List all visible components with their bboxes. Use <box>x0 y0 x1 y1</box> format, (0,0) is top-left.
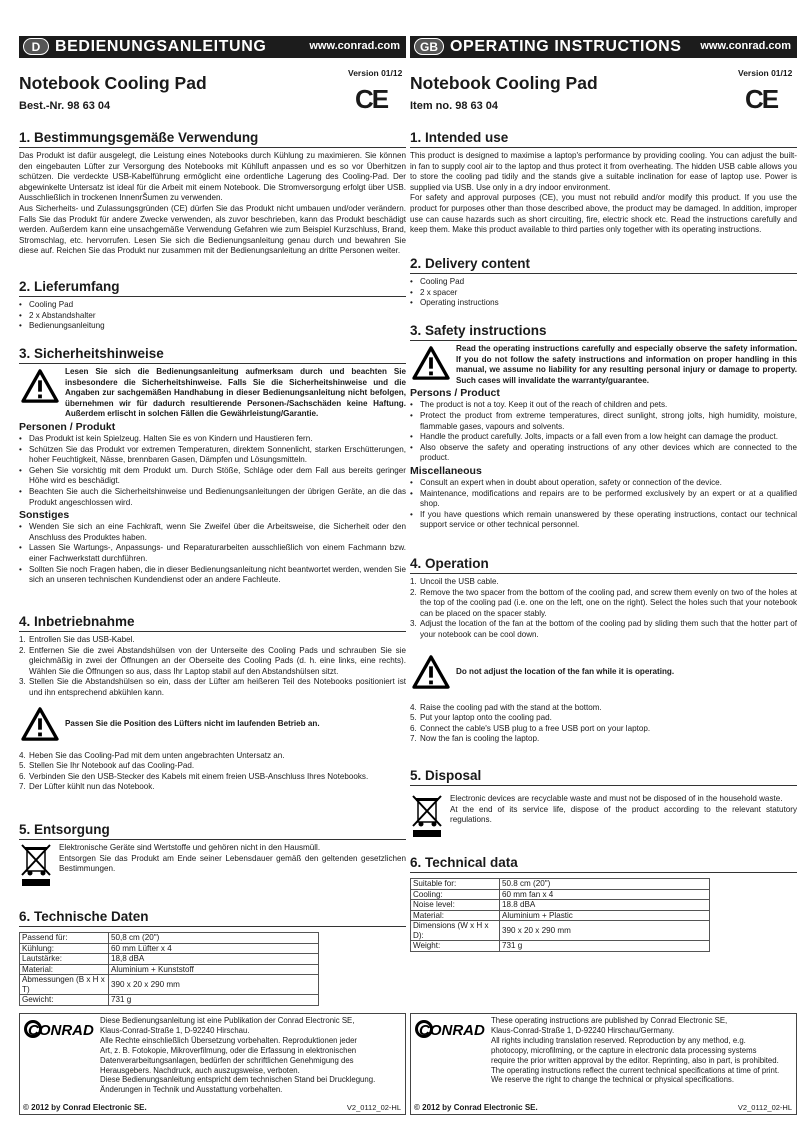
warning-text: Read the operating instructions carefully and especially observe the safety information. If you do not follow the safety instructions and information on proper handling in this manual, we assume no liability for any resulting personal injury or damage to property. Such cases will invalidate the warranty/guarantee. <box>456 344 797 385</box>
section-heading: 4. Operation <box>410 556 797 574</box>
section-delivery <box>410 256 797 309</box>
warning-box <box>410 655 797 689</box>
list-item: • Maintenance, modifications and repairs are to be performed exclusively by an expert or at a qualified shop. <box>420 489 797 510</box>
section-heading: 3. Safety instructions <box>410 323 797 341</box>
section-disposal <box>19 822 406 887</box>
table-key: Material: <box>411 910 500 921</box>
table-key: Gewicht: <box>20 995 109 1006</box>
step-number: 5. <box>19 761 26 771</box>
footer-en <box>410 1013 797 1115</box>
table-row <box>20 995 319 1006</box>
list-item <box>410 713 797 724</box>
paragraph: This product is designed to maximise a laptop's performance by providing cooling. You can adjust the built-in fan to supply cool air to the laptop and thus protect it from overheating. The hidden USB cable allows you to store the cooling pad tidily and the stands give a suitable inclination for ease of laptop use. Power is supplied via USB. Use only in a dry indoor environment. <box>410 151 797 192</box>
footer-text <box>100 1016 402 1095</box>
step-number: 5. <box>410 713 417 723</box>
logo-text: CONRAD <box>28 1022 94 1038</box>
section-heading: 1. Bestimmungsgemäße Verwendung <box>19 130 406 148</box>
list-item: • Also observe the safety and operating instructions of any other devices which are connected to the product. <box>420 443 797 464</box>
language-badge: GB <box>414 38 444 55</box>
table-row <box>411 921 710 941</box>
table-row <box>411 900 710 911</box>
section-heading: 2. Delivery content <box>410 256 797 274</box>
banner-url: www.conrad.com <box>309 40 400 52</box>
table-value: 390 x 20 x 290 mm <box>109 975 319 995</box>
list-item: • 2 x spacer <box>420 288 797 299</box>
step-number: 1. <box>19 635 26 644</box>
step-number: 1. <box>410 577 417 586</box>
section-heading: 6. Technical data <box>410 855 797 873</box>
list-item: • Das Produkt ist kein Spielzeug. Halten Sie es von Kindern und Haustieren fern. <box>29 434 406 445</box>
footer-line: Klaus-Conrad-Straße 1, D-92240 Hirschau. <box>100 1025 250 1035</box>
logo-text: CONRAD <box>419 1022 485 1038</box>
list-item <box>410 734 797 745</box>
step-text: Entrollen Sie das USB-Kabel. <box>29 635 135 644</box>
step-text: Remove the two spacer from the bottom of the cooling pad, and screw them evenly on two of the holes at the top of the cooling pad (i.e. one on the left, one on the right). Select the holes such that your notebook can be placed on the spacer stably. <box>420 587 797 618</box>
warning-text: Lesen Sie sich die Bedienungsanleitung aufmerksam durch und beachten Sie insbesondere die Sicherheitshinweise. Falls Sie die Sicherheitshinweise und die Angaben zur sachgemäßen Handhabung in dieser Bedienungsanleitung nicht befolgen, übernehmen wir für dadurch resultierende Personen-/Sachschäden keine Haftung. Außerdem erlischt in solchen Fällen die Gewährleistung/Garantie. <box>65 367 406 419</box>
list-item <box>19 761 406 772</box>
step-text: Der Lüfter kühlt nun das Notebook. <box>29 782 155 792</box>
crossed-bin-icon <box>410 794 444 838</box>
table-row <box>20 943 319 954</box>
footer-de <box>19 1013 406 1115</box>
list-item <box>19 635 406 646</box>
list-item: • Wenden Sie sich an eine Fachkraft, wenn Sie Zweifel über die Arbeitsweise, die Sicherheit oder den Anschluss des Produktes haben. <box>29 522 406 543</box>
list-item <box>410 587 797 620</box>
paragraph: At the end of its service life, dispose of the product according to the relevant statutory regulations. <box>450 804 797 825</box>
document-title: Notebook Cooling Pad <box>19 73 207 93</box>
list-item: • 2 x Abstandshalter <box>29 311 406 322</box>
banner-title: BEDIENUNGSANLEITUNG <box>55 38 267 55</box>
table-key: Dimensions (W x H x D): <box>411 921 500 941</box>
section-technical-data <box>410 855 797 952</box>
step-number: 3. <box>410 619 417 629</box>
section-intended-use <box>19 130 406 257</box>
ce-mark: CE <box>355 84 388 114</box>
section-heading: 3. Sicherheitshinweise <box>19 346 406 364</box>
version-code: V2_0112_02-HL <box>346 1103 401 1112</box>
banner-de <box>19 36 406 58</box>
step-text: Stellen Sie Ihr Notebook auf das Cooling-Pad. <box>29 761 195 771</box>
subheading: Persons / Product <box>410 387 500 400</box>
warning-text: Passen Sie die Position des Lüfters nicht im laufenden Betrieb an. <box>65 718 320 728</box>
footer-line: Änderungen in Technik und Ausstattung vorbehalten. <box>100 1085 283 1095</box>
table-key: Suitable for: <box>411 879 500 890</box>
section-heading: 6. Technische Daten <box>19 909 406 927</box>
section-operation <box>410 556 797 745</box>
table-key: Weight: <box>411 941 500 952</box>
paragraph: Entsorgen Sie das Produkt am Ende seiner Lebensdauer gemäß den geltenden gesetzlichen Bestimmungen. <box>59 853 406 874</box>
conrad-logo <box>24 1020 98 1038</box>
list-item: • Cooling Pad <box>29 300 406 311</box>
footer-line: require the prior written approval by the editor. Reprinting, also in part, is prohibited. <box>491 1055 779 1065</box>
banner-en <box>410 36 797 58</box>
language-badge: D <box>23 38 49 55</box>
warning-icon <box>21 707 59 741</box>
footer-line: These operating instructions are published by Conrad Electronic SE, <box>491 1016 728 1025</box>
table-value: 731 g <box>109 995 319 1006</box>
step-number: 7. <box>410 734 417 744</box>
footer-line: Klaus-Conrad-Straße 1, D-92240 Hirschau/Germany. <box>491 1025 675 1035</box>
step-number: 6. <box>19 771 26 781</box>
list-item <box>410 619 797 640</box>
step-text: Put your laptop onto the cooling pad. <box>420 713 552 723</box>
step-text: Heben Sie das Cooling-Pad mit dem unten angebrachten Untersatz an. <box>29 750 285 760</box>
document-title: Notebook Cooling Pad <box>410 73 598 93</box>
tech-table <box>19 932 319 1006</box>
table-value: 18.8 dBA <box>500 900 710 911</box>
table-key: Material: <box>20 964 109 975</box>
section-operation <box>19 614 406 793</box>
subheading: Miscellaneous <box>410 464 482 477</box>
warning-icon <box>21 369 59 403</box>
table-value: Aluminium + Plastic <box>500 910 710 921</box>
section-safety <box>19 346 406 586</box>
table-key: Passend für: <box>20 933 109 944</box>
section-heading: 5. Disposal <box>410 768 797 786</box>
step-text: Connect the cable's USB plug to a free USB port on your laptop. <box>420 723 651 733</box>
table-key: Kühlung: <box>20 943 109 954</box>
ce-mark: CE <box>745 84 778 114</box>
warning-icon <box>412 655 450 689</box>
step-number: 3. <box>19 677 26 687</box>
section-heading: 4. Inbetriebnahme <box>19 614 406 632</box>
subheading: Sonstiges <box>19 509 70 522</box>
list-item: • Sollten Sie noch Fragen haben, die in dieser Bedienungsanleitung nicht beantwortet werden, wenden Sie sich an unseren technischen Kundendienst oder an andere Fachleute. <box>29 565 406 586</box>
list-item: • If you have questions which remain unanswered by these operating instructions, contact our technical support service or other technical personnel. <box>420 510 797 531</box>
footer-line: All rights including translation reserved. Reproduction by any method, e.g. <box>491 1035 746 1045</box>
copyright: © 2012 by Conrad Electronic SE. <box>23 1103 147 1112</box>
disposal-box <box>19 843 406 887</box>
step-text: Raise the cooling pad with the stand at the bottom. <box>420 702 602 712</box>
footer-line: photocopy, microfilming, or the capture in electronic data processing systems <box>491 1045 757 1055</box>
step-number: 7. <box>19 782 26 792</box>
section-safety <box>410 323 797 531</box>
footer-line: Datenverarbeitungsanlagen, bedürfen der schriftlichen Genehmigung des <box>100 1055 354 1065</box>
table-row <box>411 889 710 900</box>
list-item: • Protect the product from extreme temperatures, direct sunlight, strong jolts, high humidity, moisture, flammable gases, vapours and solvents. <box>420 411 797 432</box>
list-item: • Beachten Sie auch die Sicherheitshinweise und Bedienungsanleitungen der übrigen Geräte, an die das Produkt angeschlossen wird. <box>29 487 406 508</box>
conrad-logo <box>415 1020 489 1038</box>
table-key: Cooling: <box>411 889 500 900</box>
section-intended-use <box>410 130 797 236</box>
list-item: • The product is not a toy. Keep it out of the reach of children and pets. <box>420 400 797 411</box>
section-heading: 1. Intended use <box>410 130 797 148</box>
copyright: © 2012 by Conrad Electronic SE. <box>414 1103 538 1112</box>
table-value: 390 x 20 x 290 mm <box>500 921 710 941</box>
table-row <box>20 954 319 965</box>
paragraph: Aus Sicherheits- und Zulassungsgründen (CE) dürfen Sie das Produkt nicht umbauen und/oder verändern. Falls Sie das Produkt für andere Zwecke verwenden, als zuvor beschrieben, kann das Produkt beschädigt werden. Außerdem kann eine unsachgemäße Verwendung Gefahren wie zum Beispiel Kurzschluss, Brand, Stromschlag, etc. hervorrufen. Lesen Sie sich die Bedienungsanleitung genau durch und bewahren Sie diese auf. Reichen Sie das Produkt nur zusammen mit der Bedienungsanleitung an dritte Personen weiter. <box>19 203 406 256</box>
version-code: V2_0112_02-HL <box>737 1103 792 1112</box>
section-delivery <box>19 279 406 332</box>
table-value: 731 g <box>500 941 710 952</box>
list-item <box>19 677 406 698</box>
footer-line: Alle Rechte einschließlich Übersetzung vorbehalten. Reproduktionen jeder <box>100 1035 358 1045</box>
section-heading: 2. Lieferumfang <box>19 279 406 297</box>
disposal-box <box>410 794 797 838</box>
item-number: Item no. 98 63 04 <box>410 100 499 112</box>
warning-box <box>19 367 406 420</box>
footer-line: Diese Bedienungsanleitung ist eine Publikation der Conrad Electronic SE, <box>100 1016 355 1025</box>
step-text: Adjust the location of the fan at the bottom of the cooling pad by sliding them such that the hotter part of your notebook can be cool down. <box>420 619 797 639</box>
section-technical-data <box>19 909 406 1006</box>
warning-icon <box>412 346 450 380</box>
step-number: 2. <box>410 587 417 597</box>
table-key: Abmessungen (B x H x T) <box>20 975 109 995</box>
list-item <box>410 723 797 735</box>
footer-line: We reserve the right to change the technical or physical specifications. <box>491 1075 734 1085</box>
banner-url: www.conrad.com <box>700 40 791 52</box>
table-value: 60 mm Lüfter x 4 <box>109 943 319 954</box>
step-text: Stellen Sie die Abstandshülsen so ein, dass der Lüfter am heißeren Teil des Notebooks positioniert ist und ihn entsprechend abkühlen kann. <box>29 677 406 697</box>
footer-text <box>491 1016 793 1085</box>
step-number: 2. <box>19 645 26 655</box>
list-item <box>410 577 797 588</box>
banner-title: OPERATING INSTRUCTIONS <box>450 38 682 55</box>
table-row <box>411 879 710 890</box>
list-item: • Operating instructions <box>420 298 797 309</box>
section-heading: 5. Entsorgung <box>19 822 406 840</box>
footer-line: Herausgebers. Nachdruck, auch auszugsweise, verboten. <box>100 1065 300 1075</box>
warning-text: Do not adjust the location of the fan while it is operating. <box>456 666 675 676</box>
footer-line: Diese Bedienungsanleitung entspricht dem technischen Stand bei Drucklegung. <box>100 1075 376 1085</box>
version: Version 01/12 <box>738 68 793 78</box>
list-item: • Bedienungsanleitung <box>29 321 406 332</box>
step-text: Now the fan is cooling the laptop. <box>420 734 540 744</box>
table-value: 60 mm fan x 4 <box>500 889 710 900</box>
footer-line: The operating instructions reflect the current technical specifications at time of print. <box>491 1065 780 1075</box>
list-item: • Consult an expert when in doubt about operation, safety or connection of the device. <box>420 478 797 489</box>
table-row <box>20 933 319 944</box>
table-row <box>411 941 710 952</box>
step-text: Verbinden Sie den USB-Stecker des Kabels mit einem freien USB-Anschluss Ihres Notebooks. <box>29 771 369 781</box>
list-item <box>19 750 406 762</box>
table-row <box>20 975 319 995</box>
list-item: • Gehen Sie vorsichtig mit dem Produkt um. Durch Stöße, Schläge oder dem Fall aus bereits geringer Höhe wird es beschädigt. <box>29 466 406 487</box>
table-row <box>411 910 710 921</box>
paragraph: For safety and approval purposes (CE), you must not rebuild and/or modify this product. If you use the product for purposes other than those described above, the product may be damaged. In addition, improper use can cause hazards such as short circuiting, fire, electric shock etc. Read the instructions carefully and keep them. Make this product available to third parties only together with its operating instructions. <box>410 193 797 235</box>
table-row <box>20 964 319 975</box>
subheading: Personen / Produkt <box>19 420 116 433</box>
warning-box <box>19 707 406 741</box>
paragraph: Electronic devices are recyclable waste and must not be disposed of in the household waste. <box>450 794 783 803</box>
list-item <box>19 782 406 793</box>
table-key: Lautstärke: <box>20 954 109 965</box>
version: Version 01/12 <box>348 68 403 78</box>
table-value: 50,8 cm (20") <box>109 933 319 944</box>
item-number: Best.-Nr. 98 63 04 <box>19 100 111 112</box>
table-key: Noise level: <box>411 900 500 911</box>
table-value: Aluminium + Kunststoff <box>109 964 319 975</box>
step-text: Uncoil the USB cable. <box>420 577 499 586</box>
list-item: • Handle the product carefully. Jolts, impacts or a fall even from a low height can damage the product. <box>420 432 797 443</box>
tech-table <box>410 878 710 952</box>
list-item: • Schützen Sie das Produkt vor extremen Temperaturen, direktem Sonnenlicht, starken Erschütterungen, hoher Feuchtigkeit, Nässe, brennbaren Gasen, Dämpfen und Lösungsmitteln. <box>29 445 406 466</box>
crossed-bin-icon <box>19 843 53 887</box>
paragraph: Das Produkt ist dafür ausgelegt, die Leistung eines Notebooks durch Kühlung zu maximieren. Sie können den eingebauten Lüfter zur Versorgung des Notebooks mit Kühlluft anpassen und es so vor Überhitzen schützen. Die verdeckte USB-Kabelführung ermöglicht eine ordentliche Lagerung des Cooling-Pad. Der abgewinkelte Untersatz ist ideal für die Arbeit mit einem Notebook. Die Stromversorgung erfolgt über USB. Ausschließlich in trockenen InnenrŠumen zu verwenden. <box>19 151 406 203</box>
step-number: 6. <box>410 723 417 733</box>
table-value: 50.8 cm (20") <box>500 879 710 890</box>
step-number: 4. <box>410 702 417 712</box>
table-value: 18,8 dBA <box>109 954 319 965</box>
paragraph: Elektronische Geräte sind Wertstoffe und gehören nicht in den Hausmüll. <box>59 843 321 852</box>
list-item: • Cooling Pad <box>420 277 797 288</box>
section-disposal <box>410 768 797 838</box>
warning-box <box>410 344 797 386</box>
step-number: 4. <box>19 750 26 760</box>
list-item: • Lassen Sie Wartungs-, Anpassungs- und Reparaturarbeiten ausschließlich von einem Fachmann bzw. einer Fachwerkstatt durchführen. <box>29 543 406 564</box>
footer-line: Art, z. B. Fotokopie, Mikroverfilmung, oder die Erfassung in elektronischen <box>100 1045 357 1055</box>
list-item <box>410 702 797 714</box>
list-item <box>19 771 406 783</box>
step-text: Entfernen Sie die zwei Abstandshülsen von der Unterseite des Cooling Pads und schrauben Sie sie gleichmäßig in zwei der Öffnungen an der Oberseite des Cooling Pads (d. h. eine links, eine rechts). Wählen Sie die Öffnungen so aus, dass Ihr Laptop stabil auf den Abstandshülsen sitzt. <box>29 645 406 676</box>
list-item <box>19 645 406 678</box>
